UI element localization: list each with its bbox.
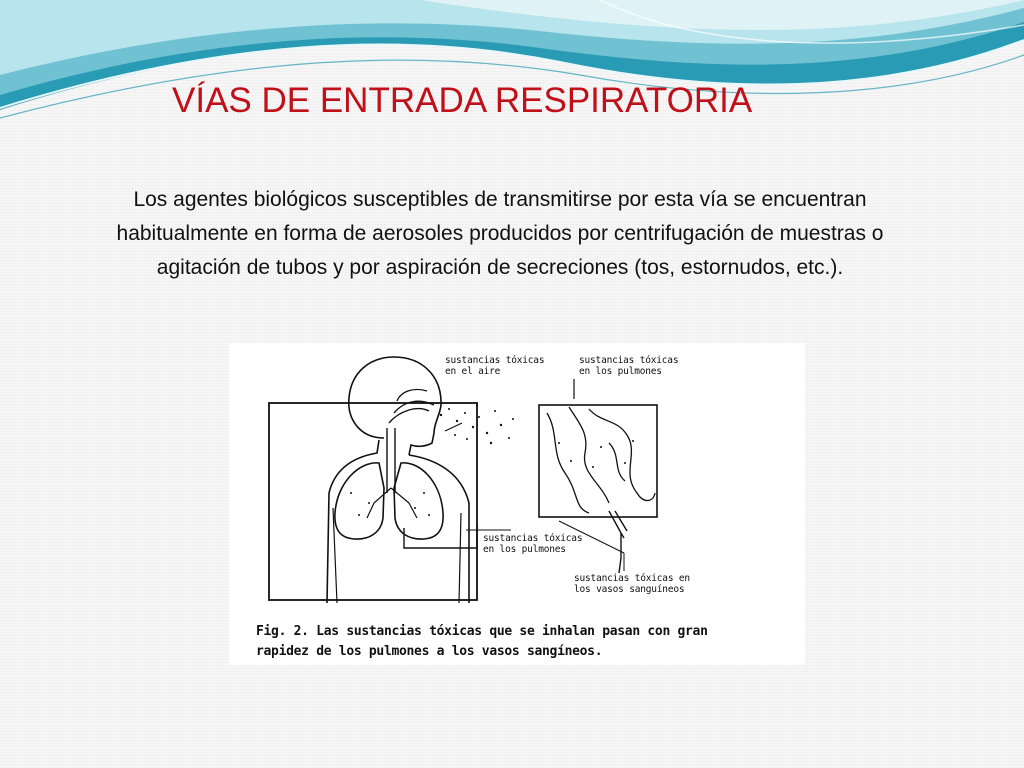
figure-caption (256, 622, 796, 662)
label-air-line2: en el aire (445, 366, 501, 377)
label-lungs-mid-line2: en los pulmones (483, 544, 566, 555)
figure-caption-line1: Fig. 2. Las sustancias tóxicas que se inhalan pasan con gran (256, 624, 708, 639)
label-lungs-top-line1: sustancias tóxicas (579, 355, 679, 366)
respiratory-illustration (229, 343, 805, 665)
human-torso (327, 440, 469, 603)
label-lungs-mid-line1: sustancias tóxicas (483, 533, 583, 544)
label-vessels-line2: los vasos sanguíneos (574, 584, 685, 595)
aerosol-particles (350, 404, 634, 516)
label-lungs-top-line2: en los pulmones (579, 366, 662, 377)
respiratory-figure (229, 343, 805, 665)
slide-body-text: Los agentes biológicos susceptibles de transmitirse por esta vía se encuentran habitualmente en forma de aerosoles producidos por centrifugación de muestras o agitación de tubos y por aspiración de secreciones (tos, estornudos, etc.). (116, 188, 884, 279)
label-vessels-line1: sustancias tóxicas en (574, 573, 690, 584)
figure-caption-line2: rapidez de los pulmones a los vasos sangíneos. (256, 644, 603, 659)
slide-title: VÍAS DE ENTRADA RESPIRATORIA (172, 81, 753, 120)
alveoli-zoom (539, 405, 657, 517)
figure-frame (269, 403, 477, 600)
alveoli-detail (547, 407, 655, 513)
label-air-line1: sustancias tóxicas (445, 355, 545, 366)
lung-right (394, 463, 443, 539)
